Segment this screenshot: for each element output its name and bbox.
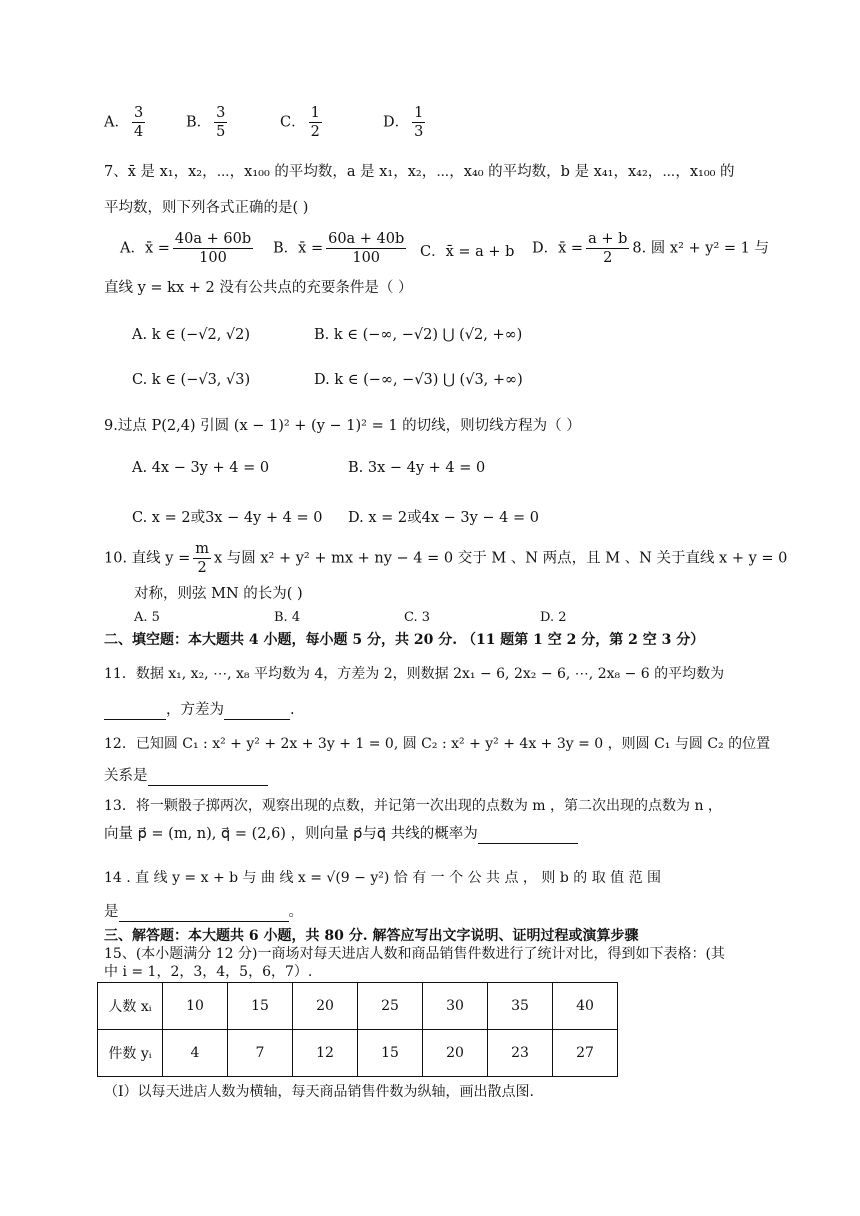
fraction <box>193 540 211 577</box>
denominator: 100 <box>199 250 227 266</box>
q8-option-d: D. k ∈ (−∞, −√3) ⋃ (√3, +∞) <box>314 372 523 388</box>
q9-stem: 9.过点 P(2,4) 引圆 (x − 1)² + (y − 1)² = 1 的切线，则切线方程为（ ） <box>104 418 581 434</box>
q14-end-text: 。 <box>288 904 303 920</box>
q6-option-d <box>383 104 428 141</box>
fraction <box>412 104 425 141</box>
q8-stem-line2: 直线 y = kx + 2 没有公共点的充要条件是（ ） <box>104 280 413 296</box>
q15-data-table <box>97 982 618 1077</box>
q15-stem-line2: 中 i = 1，2，3，4，5，6，7）. <box>104 964 313 980</box>
table-row <box>98 1030 618 1077</box>
table-cell: 20 <box>423 1030 488 1077</box>
section-2-heading: 二、填空题：本大题共 4 小题，每小题 5 分，共 20 分. （11 题第 1 空 2 分，第 2 空 3 分） <box>104 632 705 648</box>
denominator: 4 <box>133 124 144 140</box>
q10-stem-post: x 与圆 x² + y² + mx + ny − 4 = 0 交于 M 、N 两点，且 M 、N 关于直线 x + y = 0 <box>213 550 788 567</box>
table-header-cell: 件数 yᵢ <box>98 1030 163 1077</box>
q13-stem-line1: 13．将一颗骰子掷两次，观察出现的点数，并记第一次出现的点数为 m ，第二次出现的点数为 n ， <box>104 798 722 814</box>
q9-option-a: A. 4x − 3y + 4 = 0 <box>132 460 270 476</box>
q14-stem-line2 <box>104 902 303 922</box>
answer-blank[interactable] <box>104 705 166 720</box>
denominator: 3 <box>414 124 424 140</box>
q6-option-a <box>104 104 148 141</box>
table-cell: 40 <box>553 983 618 1030</box>
q12-stem-line2 <box>104 766 268 786</box>
q12-label: 关系是 <box>104 768 148 784</box>
numerator: m <box>195 541 209 557</box>
table-cell: 30 <box>423 983 488 1030</box>
q7-option-a <box>120 230 256 267</box>
numerator: a + b <box>588 231 628 247</box>
denominator: 5 <box>216 124 226 140</box>
fraction <box>132 104 145 141</box>
q14-stem-line1: 14 . 直 线 y = x + b 与 曲 线 x = √(9 − y²) 恰 有 一 个 公 共 点 ， 则 b 的 取 值 范 围 <box>104 870 662 886</box>
q10-stem-line1 <box>104 540 787 577</box>
table-cell: 27 <box>553 1030 618 1077</box>
fraction <box>173 230 253 267</box>
table-cell: 25 <box>358 983 423 1030</box>
answer-blank[interactable] <box>148 771 268 786</box>
table-cell: 23 <box>488 1030 553 1077</box>
q13-stem-line2 <box>104 824 578 844</box>
option-label: B． <box>186 114 212 131</box>
q10-option-a: A. 5 <box>134 610 160 625</box>
q11-mid-text: ，方差为 <box>166 702 224 718</box>
table-cell: 15 <box>228 983 293 1030</box>
q8-stem-start: 8. 圆 x² + y² = 1 与 <box>632 240 769 257</box>
q9-option-b: B. 3x − 4y + 4 = 0 <box>348 460 486 476</box>
q14-label: 是 <box>104 904 119 920</box>
option-label: B．x̄ = <box>273 240 324 257</box>
section-3-heading: 三、解答题：本大题共 6 小题，共 80 分. 解答应写出文字说明、证明过程或演算步骤 <box>104 928 639 944</box>
option-label: D．x̄ = <box>532 240 584 257</box>
q8-option-b: B. k ∈ (−∞, −√2) ⋃ (√2, +∞) <box>314 327 523 343</box>
q10-stem-line2: 对称，则弦 MN 的长为( ) <box>134 586 303 602</box>
q11-stem-line2 <box>104 700 295 720</box>
denominator: 100 <box>352 250 381 266</box>
fraction <box>326 230 406 267</box>
q9-option-d: D. x = 2或4x − 3y − 4 = 0 <box>348 510 539 526</box>
fraction <box>586 230 629 267</box>
fraction <box>214 104 227 141</box>
q11-stem-line1: 11．数据 x₁, x₂, ⋯, x₈ 平均数为 4，方差为 2，则数据 2x₁ − 6, 2x₂ − 6, ⋯, 2x₈ − 6 的平均数为 <box>104 666 725 682</box>
q7-stem-line2: 平均数，则下列各式正确的是( ) <box>104 200 309 216</box>
table-cell: 15 <box>358 1030 423 1077</box>
q6-option-b <box>186 104 230 141</box>
q7-option-c: C．x̄ = a + b <box>420 244 515 260</box>
option-label: A． <box>104 114 129 131</box>
q7-option-d <box>532 230 769 267</box>
q12-stem-line1: 12．已知圆 C₁ : x² + y² + 2x + 3y + 1 = 0, 圆 C₂ : x² + y² + 4x + 3y = 0 ，则圆 C₁ 与圆 C₂ 的位置 <box>104 736 771 752</box>
numerator: 3 <box>133 105 144 121</box>
q11-end-text: . <box>290 702 295 718</box>
table-cell: 4 <box>163 1030 228 1077</box>
q6-option-c <box>280 104 325 141</box>
q10-option-c: C. 3 <box>404 610 431 625</box>
table-row <box>98 983 618 1030</box>
q10-option-d: D. 2 <box>540 610 567 625</box>
q13-label: 向量 p⃗ = (m, n), q⃗ = (2,6) ，则向量 p⃗与q⃗ 共线的概率为 <box>104 826 478 842</box>
q15-part-1: （Ⅰ）以每天进店人数为横轴，每天商品销售件数为纵轴，画出散点图. <box>104 1084 534 1100</box>
option-label: A．x̄ = <box>120 240 170 257</box>
table-cell: 12 <box>293 1030 358 1077</box>
numerator: 1 <box>414 105 424 121</box>
q7-option-b <box>273 230 409 267</box>
numerator: 1 <box>310 105 320 121</box>
answer-blank[interactable] <box>478 829 578 844</box>
q7-stem-line1: 7、x̄ 是 x₁，x₂，⋯，x₁₀₀ 的平均数，a 是 x₁，x₂，⋯，x₄₀ 的平均数，b 是 x₄₁，x₄₂，⋯，x₁₀₀ 的 <box>104 164 735 180</box>
numerator: 40a + 60b <box>174 231 252 247</box>
answer-blank[interactable] <box>224 705 290 720</box>
table-cell: 10 <box>163 983 228 1030</box>
q10-stem-pre: 10. 直线 y = <box>104 550 191 567</box>
table-cell: 35 <box>488 983 553 1030</box>
denominator: 2 <box>310 124 320 140</box>
numerator: 60a + 40b <box>328 231 405 247</box>
q9-option-c: C. x = 2或3x − 4y + 4 = 0 <box>132 510 323 526</box>
answer-blank[interactable] <box>119 907 289 922</box>
option-label: D． <box>383 114 410 131</box>
table-cell: 7 <box>228 1030 293 1077</box>
denominator: 2 <box>603 250 613 266</box>
table-cell: 20 <box>293 983 358 1030</box>
q8-option-c: C. k ∈ (−√3, √3) <box>132 372 251 388</box>
numerator: 3 <box>216 105 226 121</box>
q8-option-a: A. k ∈ (−√2, √2) <box>132 327 251 343</box>
table-header-cell: 人数 xᵢ <box>98 983 163 1030</box>
option-label: C． <box>280 114 306 131</box>
q15-stem-line1: 15、(本小题满分 12 分)一商场对每天进店人数和商品销售件数进行了统计对比，得到如下表格：(其 <box>104 946 725 962</box>
q10-option-b: B. 4 <box>274 610 301 625</box>
fraction <box>309 104 322 141</box>
denominator: 2 <box>197 560 207 576</box>
